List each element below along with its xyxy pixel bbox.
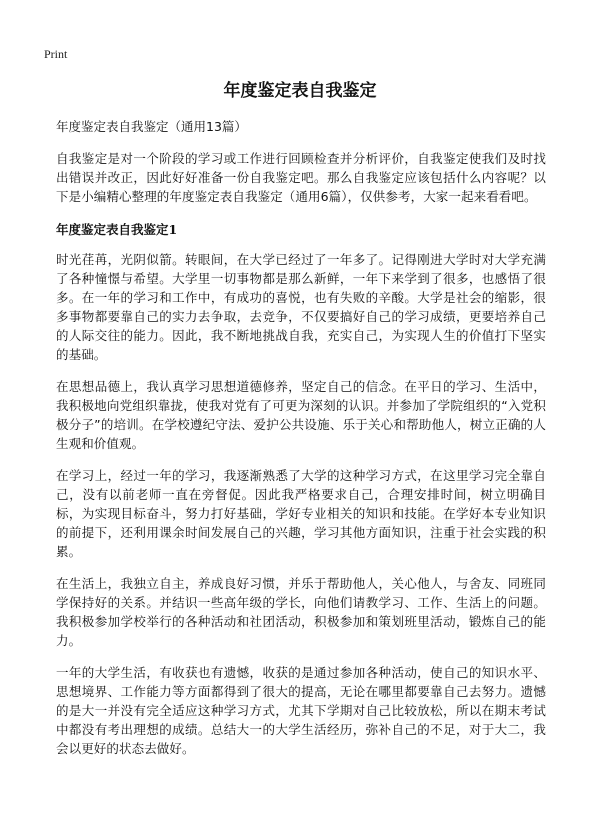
page-title: 年度鉴定表自我鉴定 [223,81,377,101]
body-paragraph: 在生活上，我独立自主，养成良好习惯，并乐于帮助他人，关心他人，与舍友、同班同学保持好的关系。并结识一些高年级的学长，向他们请教学习、工作、生活上的问题。我积极参加学校举行的各种活动和社团活动，积极参加和策划班里活动，锻炼自己的能力。 [56,576,546,648]
body-paragraph: 在思想品德上，我认真学习思想道德修养，坚定自己的信念。在平日的学习、生活中，我积极地向党组织靠拢，使我对党有了可更为深刻的认识。并参加了学院组织的“入党积极分子”的培训。在学校遵纪守法、爱护公共设施、乐于关心和帮助他人，树立正确的人生观和价值观。 [56,379,546,451]
body-paragraph: 在学习上，经过一年的学习，我逐渐熟悉了大学的这种学习方式，在这里学习完全靠自己，没有以前老师一直在旁督促。因此我严格要求自己，合理安排时间，树立明确目标，为实现目标奋斗，努力打好基础，学好专业相关的知识和技能。在学好本专业知识的前提下，还利用课余时间发展自己的兴趣，学习其他方面知识，注重于社会实践的积累。 [56,468,546,559]
section-heading: 年度鉴定表自我鉴定1 [56,222,178,237]
document-body [56,117,546,771]
body-paragraph: 时光荏苒，光阴似箭。转眼间，在大学已经过了一年多了。记得刚进大学时对大学充满了各种憧憬与希望。大学里一切事物都是那么新鲜，一年下来学到了很多，也感悟了很多。在一年的学习和工作中，有成功的喜悦，也有失败的辛酸。大学是社会的缩影，很多事物都要靠自己的实力去争取，去竞争，不仅要搞好自己的学习成绩，更要培养自己的人际交往的能力。因此，我不断地挑战自我，充实自己，为实现人生的价值打下坚实的基础。 [56,252,546,362]
body-paragraph: 一年的大学生活，有收获也有遗憾，收获的是通过参加各种活动，使自己的知识水平、思想境界、工作能力等方面都得到了很大的提高，无论在哪里都要靠自己去努力。遗憾的是大一并没有完全适应这种学习方式，尤其下学期对自己比较放松，所以在期末考试中都没有考出理想的成绩。总结大一的大学生活经历，弥补自己的不足，对于大二，我会以更好的状态去做好。 [56,665,546,756]
document-subtitle: 年度鉴定表自我鉴定（通用13篇） [56,119,247,134]
intro-paragraph: 自我鉴定是对一个阶段的学习或工作进行回顾检查并分析评价，自我鉴定使我们及时找出错误并改正，因此好好准备一份自我鉴定吧。那么自我鉴定应该包括什么内容呢？以下是小编精心整理的年度鉴定表自我鉴定（通用6篇），仅供参考，大家一起来看看吧。 [56,151,546,204]
print-link[interactable]: Print [44,47,68,61]
